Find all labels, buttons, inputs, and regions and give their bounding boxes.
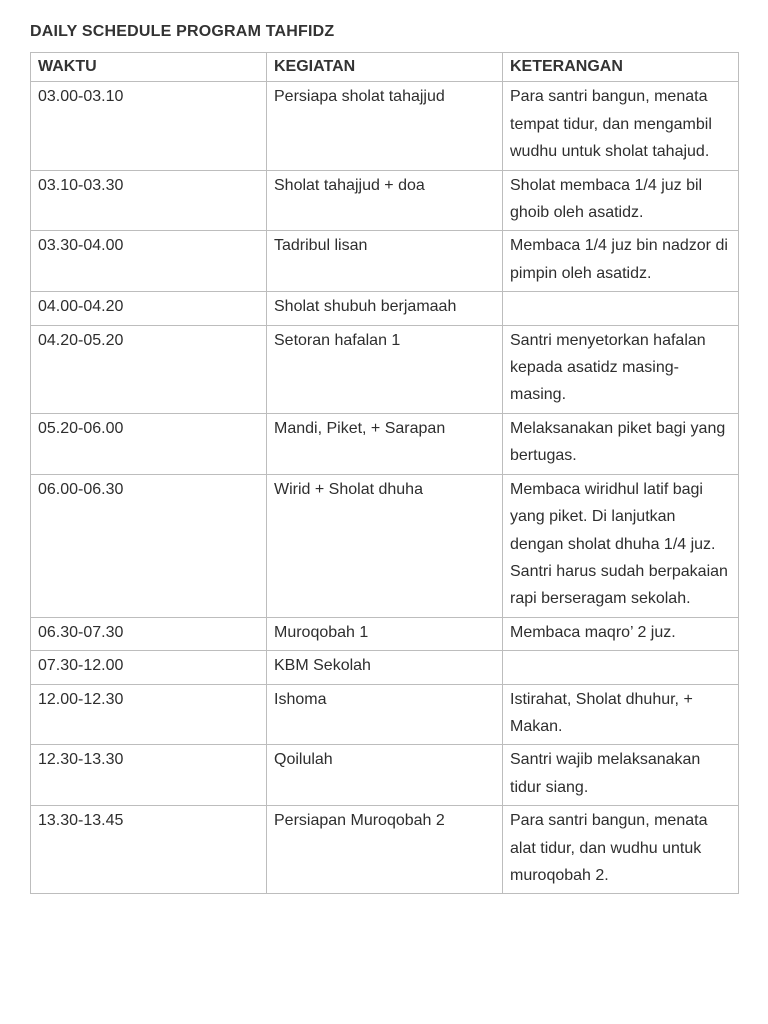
cell-keterangan — [503, 292, 739, 325]
table-row — [31, 325, 739, 413]
table-row — [31, 413, 739, 474]
cell-waktu: 06.00-06.30 — [31, 474, 267, 617]
cell-waktu: 04.20-05.20 — [31, 325, 267, 413]
cell-keterangan: Membaca wiridhul latif bagi yang piket. Di lanjutkan dengan sholat dhuha 1/4 juz. Santri harus sudah berpakaian rapi berseragam sekolah. — [503, 474, 739, 617]
cell-kegiatan: Ishoma — [267, 684, 503, 745]
cell-waktu: 12.00-12.30 — [31, 684, 267, 745]
cell-keterangan: Istirahat, Sholat dhuhur, + Makan. — [503, 684, 739, 745]
table-row — [31, 170, 739, 231]
cell-kegiatan: Muroqobah 1 — [267, 617, 503, 650]
table-header-row — [31, 53, 739, 82]
cell-kegiatan: Tadribul lisan — [267, 231, 503, 292]
cell-keterangan: Para santri bangun, menata alat tidur, dan wudhu untuk muroqobah 2. — [503, 806, 739, 894]
cell-keterangan: Membaca maqro’ 2 juz. — [503, 617, 739, 650]
cell-waktu: 03.30-04.00 — [31, 231, 267, 292]
cell-kegiatan: Qoilulah — [267, 745, 503, 806]
cell-keterangan: Santri menyetorkan hafalan kepada asatidz masing-masing. — [503, 325, 739, 413]
cell-kegiatan: Sholat shubuh berjamaah — [267, 292, 503, 325]
cell-kegiatan: Mandi, Piket, + Sarapan — [267, 413, 503, 474]
cell-keterangan: Membaca 1/4 juz bin nadzor di pimpin oleh asatidz. — [503, 231, 739, 292]
cell-waktu: 07.30-12.00 — [31, 651, 267, 684]
table-row — [31, 651, 739, 684]
cell-waktu: 13.30-13.45 — [31, 806, 267, 894]
page-title: DAILY SCHEDULE PROGRAM TAHFIDZ — [30, 23, 335, 40]
cell-kegiatan: Sholat tahajjud + doa — [267, 170, 503, 231]
cell-kegiatan: KBM Sekolah — [267, 651, 503, 684]
cell-keterangan: Melaksanakan piket bagi yang bertugas. — [503, 413, 739, 474]
schedule-table — [30, 52, 739, 894]
table-row — [31, 684, 739, 745]
table-row — [31, 617, 739, 650]
column-header-kegiatan: KEGIATAN — [267, 53, 503, 82]
table-row — [31, 292, 739, 325]
cell-kegiatan: Persiapa sholat tahajjud — [267, 82, 503, 170]
table-row — [31, 474, 739, 617]
table-row — [31, 82, 739, 170]
cell-kegiatan: Persiapan Muroqobah 2 — [267, 806, 503, 894]
table-row — [31, 745, 739, 806]
cell-keterangan: Sholat membaca 1/4 juz bil ghoib oleh asatidz. — [503, 170, 739, 231]
cell-keterangan — [503, 651, 739, 684]
cell-waktu: 03.00-03.10 — [31, 82, 267, 170]
cell-keterangan: Santri wajib melaksanakan tidur siang. — [503, 745, 739, 806]
table-row — [31, 806, 739, 894]
cell-waktu: 05.20-06.00 — [31, 413, 267, 474]
table-row — [31, 231, 739, 292]
cell-waktu: 06.30-07.30 — [31, 617, 267, 650]
cell-keterangan: Para santri bangun, menata tempat tidur, dan mengambil wudhu untuk sholat tahajud. — [503, 82, 739, 170]
column-header-waktu: WAKTU — [31, 53, 267, 82]
column-header-keterangan: KETERANGAN — [503, 53, 739, 82]
cell-waktu: 12.30-13.30 — [31, 745, 267, 806]
cell-kegiatan: Setoran hafalan 1 — [267, 325, 503, 413]
cell-waktu: 04.00-04.20 — [31, 292, 267, 325]
cell-kegiatan: Wirid + Sholat dhuha — [267, 474, 503, 617]
cell-waktu: 03.10-03.30 — [31, 170, 267, 231]
